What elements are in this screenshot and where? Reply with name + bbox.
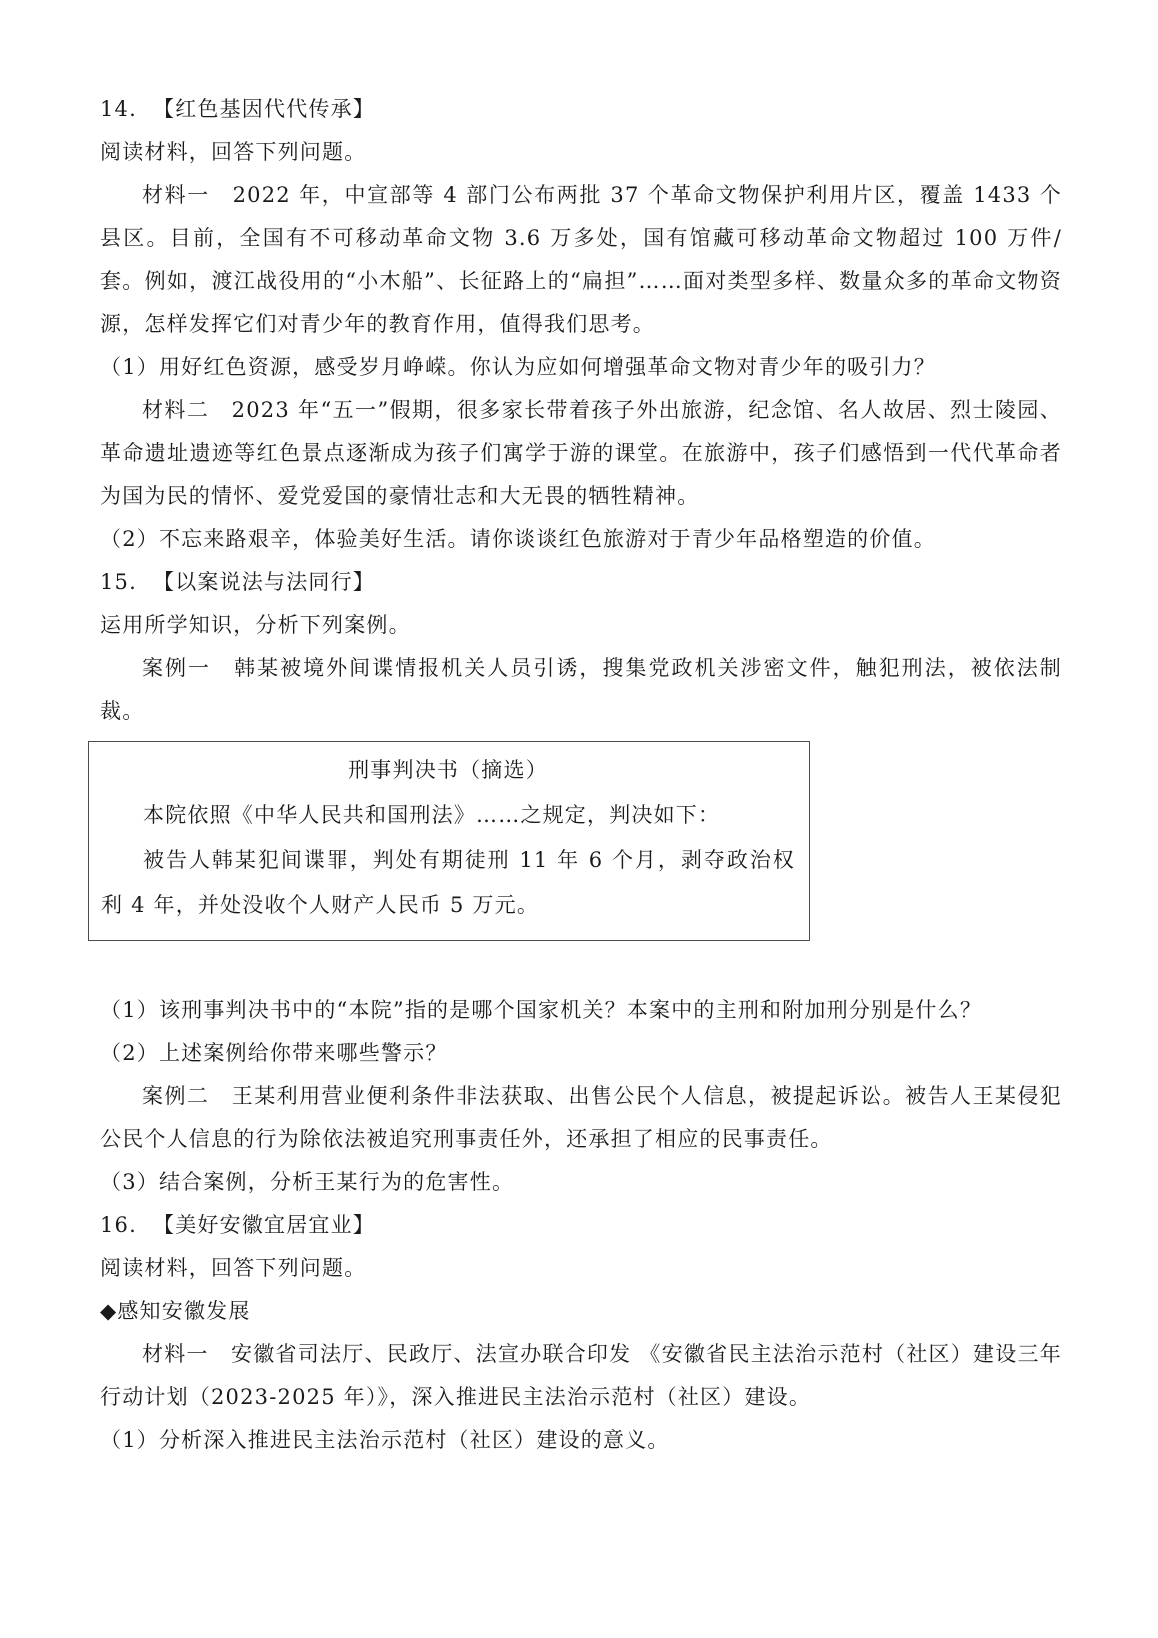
q14-material-1: 材料一 2022 年，中宣部等 4 部门公布两批 37 个革命文物保护利用片区，覆盖 1433 个县区。目前，全国有不可移动革命文物 3.6 万多处，国有馆藏可移动革命文物超过 100 万件/套。例如，渡江战役用的“小木船”、长征路上的“扁担”……面对类型多样、数量众多的革命文物资源，怎样发挥它们对青少年的教育作用，值得我们思考。 (100, 183, 1062, 336)
q16-number: 16. (100, 1213, 137, 1237)
q15-intro: 运用所学知识，分析下列案例。 (100, 613, 411, 637)
q15-subquestion-2: （2）上述案例给你带来哪些警示？ (100, 1041, 448, 1065)
q15-title: 【以案说法与法同行】 (153, 570, 375, 594)
q16-material-1: 材料一 安徽省司法厅、民政厅、法宣办联合印发 《安徽省民主法治示范村（社区）建设三年行动计划（2023-2025 年）》，深入推进民主法治示范村（社区）建设。 (100, 1342, 1062, 1409)
q15-subquestion-3: （3）结合案例，分析王某行为的危害性。 (100, 1170, 515, 1194)
q16-heading (100, 1204, 1062, 1247)
q15-case-2: 案例二 王某利用营业便利条件非法获取、出售公民个人信息，被提起诉讼。被告人王某侵犯公民个人信息的行为除依法被追究刑事责任外，还承担了相应的民事责任。 (100, 1084, 1062, 1151)
q16-title: 【美好安徽宜居宜业】 (153, 1213, 375, 1237)
criminal-judgment-box (88, 741, 810, 941)
q14-subquestion-2: （2）不忘来路艰辛，体验美好生活。请你谈谈红色旅游对于青少年品格塑造的价值。 (100, 527, 936, 551)
q15-heading (100, 561, 1062, 604)
q14-title: 【红色基因代代传承】 (153, 97, 375, 121)
q16-intro: 阅读材料，回答下列问题。 (100, 1256, 367, 1280)
q14-material-2: 材料二 2023 年“五一”假期，很多家长带着孩子外出旅游，纪念馆、名人故居、烈士陵园、革命遗址遗迹等红色景点逐渐成为孩子们寓学于游的课堂。在旅游中，孩子们感悟到一代代革命者为国为民的情怀、爱党爱国的豪情壮志和大无畏的牺牲精神。 (100, 398, 1062, 508)
judgment-box-title: 刑事判决书（摘选） (348, 758, 548, 782)
q14-number: 14. (100, 97, 137, 121)
judgment-box-line-1: 本院依照《中华人民共和国刑法》……之规定，判决如下： (143, 803, 721, 827)
q15-number: 15. (100, 570, 137, 594)
q16-subquestion-1: （1）分析深入推进民主法治示范村（社区）建设的意义。 (100, 1428, 670, 1452)
q15-case-1: 案例一 韩某被境外间谍情报机关人员引诱，搜集党政机关涉密文件，触犯刑法，被依法制裁。 (100, 656, 1062, 723)
q14-heading (100, 88, 1062, 131)
q16-section-marker: ◆感知安徽发展 (100, 1299, 251, 1323)
q14-intro: 阅读材料，回答下列问题。 (100, 140, 367, 164)
judgment-box-line-2: 被告人韩某犯间谍罪，判处有期徒刑 11 年 6 个月，剥夺政治权利 4 年，并处没收个人财产人民币 5 万元。 (101, 848, 795, 917)
q14-subquestion-1: （1）用好红色资源，感受岁月峥嵘。你认为应如何增强革命文物对青少年的吸引力？ (100, 355, 936, 379)
q15-subquestion-1: （1）该刑事判决书中的“本院”指的是哪个国家机关？本案中的主刑和附加刑分别是什么？ (100, 998, 983, 1022)
